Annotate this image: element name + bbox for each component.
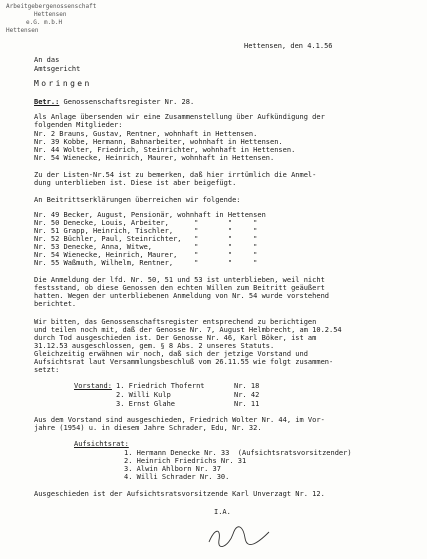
note-line: Zu der Listen-Nr.54 ist zu bemerken, daß hier irrtümlich die Anmel- bbox=[34, 171, 317, 179]
resigned-member: Nr. 2 Brauns, Gustav, Rentner, wohnhaft in Hettensen. bbox=[34, 130, 258, 138]
joined-member: Nr. 50 Denecke, Louis, Arbeiter, " " " bbox=[34, 219, 258, 227]
request-line: Aufsichtsrat laut Versammlungsbeschluß vom 26.11.55 wie folgt zusammen- bbox=[34, 358, 334, 366]
board-note-line: jahre (1954) u. in diesem Jahre Schrader, Edu, Nr. 32. bbox=[34, 424, 262, 432]
stamp-line-4: Hettensen bbox=[6, 27, 39, 34]
supervisory-label: Aufsichtsrat: bbox=[74, 440, 129, 448]
intro-line: Als Anlage übersenden wir eine Zusammenstellung über Aufkündigung der bbox=[34, 113, 325, 121]
supervisory-member: 1. Hermann Denecke Nr. 33 (Aufsichtsratsvorsitzender) bbox=[124, 449, 352, 457]
board-member-nr: Nr. 11 bbox=[234, 400, 260, 408]
resigned-member: Nr. 44 Wolter, Friedrich, Steinrichter, wohnhaft in Hettensen. bbox=[34, 146, 296, 154]
address-city: Moringen bbox=[34, 79, 92, 88]
request-line: durch Tod ausgeschieden ist. Der Genosse Nr. 46, Karl Böker, ist am bbox=[34, 334, 317, 342]
subject-text: Genossenschaftsregister Nr. 28. bbox=[63, 98, 195, 106]
stamp-line-1: Arbeitgebergenossenschaft bbox=[6, 3, 97, 10]
board-member: 2. Willi Kulp bbox=[116, 391, 171, 399]
supervisory-member: 3. Alwin Ahlborn Nr. 37 bbox=[124, 465, 221, 473]
joined-member: Nr. 55 Waßmuth, Wilhelm, Rentner, " " " bbox=[34, 259, 258, 267]
registration-line: Die Anmeldung der lfd. Nr. 50, 51 und 53 ist unterblieben, weil nicht bbox=[34, 276, 325, 284]
joined-member: Nr. 52 Büchler, Paul, Steinrichter, " " " bbox=[34, 235, 258, 243]
board-member: 1. Friedrich Thofernt bbox=[116, 382, 205, 390]
joined-member: Nr. 53 Denecke, Anna, Witwe, " " " bbox=[34, 243, 258, 251]
request-line: und teilen noch mit, daß der Genosse Nr. 7, August Helmbrecht, am 10.2.54 bbox=[34, 326, 342, 334]
subject-line bbox=[34, 98, 194, 106]
request-line: 31.12.53 ausgeschlossen, gem. § 8 Abs. 2 unseres Statuts. bbox=[34, 342, 275, 350]
supervisory-member: 2. Heinrich Friedrichs Nr. 31 bbox=[124, 457, 247, 465]
signature-scribble bbox=[205, 522, 275, 550]
note-line: dung unterblieben ist. Diese ist aber beigefügt. bbox=[34, 179, 237, 187]
closing-line: Ausgeschieden ist der Aufsichtsratsvorsitzende Karl Unverzagt Nr. 12. bbox=[34, 490, 325, 498]
joined-member: Nr. 54 Wienecke, Heinrich, Maurer, " " " bbox=[34, 251, 258, 259]
joined-member: Nr. 51 Grapp, Heinrich, Tischler, " " " bbox=[34, 227, 258, 235]
company-stamp bbox=[4, 3, 97, 35]
stamp-line-3: e.G. m.b.H bbox=[26, 19, 63, 26]
address-line-1: An das bbox=[34, 56, 60, 64]
subject-label: Betr.: bbox=[34, 98, 60, 106]
request-line: Gleichzeitig erwähnen wir noch, daß sich der jetzige Vorstand und bbox=[34, 350, 308, 358]
request-line: Wir bitten, das Genossenschaftsregister entsprechend zu berichtigen bbox=[34, 318, 317, 326]
registration-line: festsstand, ob diese Genossen den echten Willen zum Beitritt geäußert bbox=[34, 284, 325, 292]
joined-member: Nr. 49 Becker, August, Pensionär, wohnhaft in Hettensen bbox=[34, 211, 266, 219]
resigned-member: Nr. 39 Kobbe, Hermann, Bahnarbeiter, wohnhaft in Hettensen. bbox=[34, 138, 283, 146]
supervisory-member: 4. Willi Schrader Nr. 30. bbox=[124, 473, 230, 481]
board-label: Vorstand: bbox=[74, 382, 112, 390]
board-member-nr: Nr. 18 bbox=[234, 382, 260, 390]
signature-label: I.A. bbox=[214, 508, 231, 516]
board-note-line: Aus dem Vorstand sind ausgeschieden, Friedrich Wolter Nr. 44, im Vor- bbox=[34, 416, 325, 424]
resigned-member: Nr. 54 Wienecke, Heinrich, Maurer, wohnhaft in Hettensen. bbox=[34, 154, 275, 162]
stamp-line-2: Hettensen bbox=[34, 11, 67, 18]
registration-line: hatten. Wegen der unterbliebenen Anmeldung von Nr. 54 wurde vorstehend bbox=[34, 292, 330, 300]
request-line: setzt: bbox=[34, 366, 60, 374]
board-member: 3. Ernst Glahe bbox=[116, 400, 176, 408]
intro-line: folgenden Mitglieder: bbox=[34, 121, 123, 129]
board-member-nr: Nr. 42 bbox=[234, 391, 260, 399]
registration-line: berichtet. bbox=[34, 300, 77, 308]
joined-intro: An Beitrittserklärungen überreichen wir folgende: bbox=[34, 196, 241, 204]
address-line-2: Amtsgericht bbox=[34, 65, 81, 73]
place-date: Hettensen, den 4.1.56 bbox=[244, 42, 333, 50]
